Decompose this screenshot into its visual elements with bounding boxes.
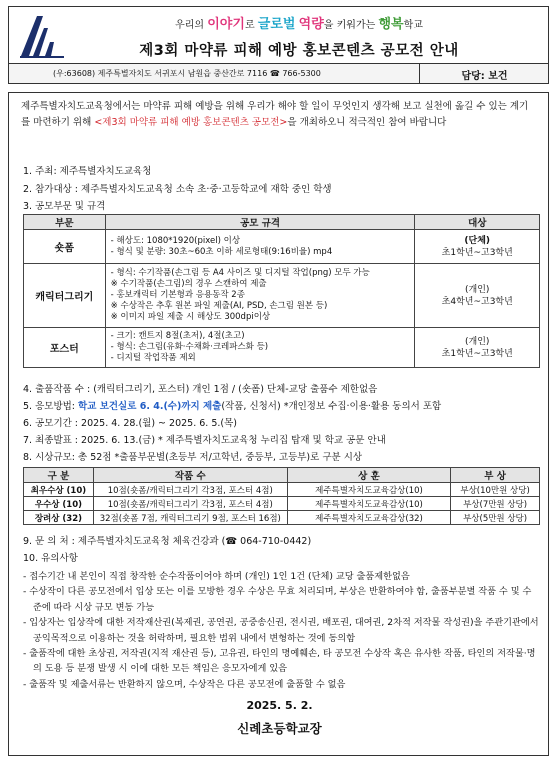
- person-in-charge: 담당: 보건: [461, 71, 508, 82]
- list-item: - 입상자는 입상작에 대한 저작재산권(복제권, 공연권, 공중송신권, 전시권, 배포권, 대여권, 2차적 저작물 작성권)을 주관기관에서 공익목적으로 이용하는 것을 허락하며, 필요한 범위 내에서 변형하는 것에 동의함: [23, 617, 539, 644]
- table-row: 최우수상 (10) 10점(숏폼/캐릭터그리기 각3점, 포스터 4점) 제주특별자치도교육감상(10) 부상(10만원 상당): [24, 483, 540, 497]
- list-item: - 수상작이 다른 공모전에서 입상 또는 이를 모방한 경우 수상은 무효 처리되며, 부상은 반환하여야 함, 출품부분별 작품 수 및 수준에 따라 시상 규모 변동 가능: [23, 586, 532, 613]
- item-period: 6. 공모기간 : 2025. 4. 28.(월) ~ 2025. 6. 5.(목): [23, 418, 237, 429]
- table-header: 부문: [24, 215, 106, 230]
- item-spec-heading: 3. 공모부문 및 규격: [23, 201, 106, 212]
- list-item: - 접수기간 내 본인이 직접 창작한 순수작품이어야 하며 (개인) 1인 1건 (단체) 교당 출품제한없음: [23, 571, 410, 582]
- table-header: 작품 수: [93, 468, 287, 483]
- award-table: [23, 467, 540, 525]
- school-logo-icon: [17, 12, 67, 60]
- contest-name: <제3회 마약류 피해 예방 홍보콘텐츠 공모전>: [94, 117, 288, 128]
- table-row: 숏폼 - 해상도: 1080*1920(pixel) 이상 - 형식 및 분량: 30초~60초 이하 세로형태(9:16비율) mp4 (단체) 초1학년~고3학년: [24, 230, 540, 264]
- table-row: 장려상 (32) 32점(숏폼 7점, 캐릭터그리기 9점, 포스터 16점) 제주특별자치도교육감상(32) 부상(5만원 상당): [24, 511, 540, 525]
- item-target: 2. 참가대상 : 제주특별자치도교육청 소속 초·중·고등학교에 재학 중인 학생: [23, 184, 332, 195]
- table-header: 대상: [415, 215, 540, 230]
- letterhead: [8, 6, 549, 64]
- list-item: - 출품작에 대한 초상권, 저작권(지적 재산권 등), 고유권, 타인의 명예훼손, 타 공모전 수상작 혹은 유사한 작품, 타인의 저작물·명의 도용 등 분쟁 발생 시 이에 대한 모든 책임은 응모자에게 있음: [23, 648, 536, 675]
- cautions-list: [23, 569, 539, 692]
- item-entries: 4. 출품작품 수 : (캐릭터그리기, 포스터) 개인 1점 / (숏폼) 단체-교당 출품수 제한없음: [23, 384, 378, 395]
- page-title: 제3회 마약류 피해 예방 홍보콘텐츠 공모전 안내: [139, 43, 459, 59]
- table-header: 상 훈: [287, 468, 450, 483]
- submission-deadline: 학교 보건실로 6. 4.(수)까지 제출: [78, 401, 222, 412]
- school-address: (우:63608) 제주특별자치도 서귀포시 남원읍 중산간로 7116 ☎ 766-5300: [53, 69, 321, 78]
- issue-date: 2025. 5. 2.: [246, 699, 313, 712]
- item-method: 5. 응모방법: 학교 보건실로 6. 4.(수)까지 제출(작품, 신청서) *개인정보 수집·이용·활용 동의서 포함: [23, 401, 442, 412]
- notice-body: [8, 92, 549, 756]
- address-bar: [8, 64, 549, 84]
- table-header: 구 분: [24, 468, 94, 483]
- item-host: 1. 주최: 제주특별자치도교육청: [23, 166, 152, 177]
- table-header: 공모 규격: [105, 215, 415, 230]
- school-slogan: 우리의 이야기로 글로벌 역량을 키워가는 행복학교: [175, 17, 423, 32]
- item-contact: 9. 문 의 처 : 제주특별자치도교육청 체육건강과 (☎ 064-710-0442): [23, 536, 312, 547]
- table-row: 포스터 - 크기: 캔트지 8절(초저), 4절(초고) - 형식: 손그림(유화·수채화·크레파스화 등) - 디지털 작업작품 제외 (개인) 초1학년~고3학년: [24, 328, 540, 368]
- list-item: - 출품작 및 제출서류는 반환하지 않으며, 수상작은 다른 공모전에 출품할 수 없음: [23, 678, 346, 690]
- table-header: 부 상: [451, 468, 540, 483]
- item-awards-heading: 8. 시상규모: 총 52점 *출품부문별(초등부 저/고학년, 중등부, 고등부)로 구분 시상: [23, 452, 363, 463]
- intro-paragraph: 제주특별자치도교육청에서는 마약류 피해 예방을 위해 우리가 해야 할 일이 무엇인지 생각해 보고 실천에 옮길 수 있는 계기를 마련하기 위해 <제3회 마약류 피해 예방 홍보콘텐츠 공모전>을 개최하오니 적극적인 참여 바랍니다: [21, 101, 529, 128]
- table-row: 우수상 (10) 10점(숏폼/캐릭터그리기 각3점, 포스터 4점) 제주특별자치도교육감상(10) 부상(7만원 상당): [24, 497, 540, 511]
- table-row: 캐릭터그리기 - 형식: 수기작품(손그림 등 A4 사이즈 및 디지털 작업(png) 모두 가능 ※ 수기작품(손그림)의 경우 스캔하여 제출 - 홍보캐릭터 기본형과 응용동작 2종 ※ 수상작은 추후 원본 파일 제출(AI, PSD, 손그림 원본 등) ※ 이미지 파일 제출 시 해상도 300dpi이상 (개인) 초4학년~고3학년: [24, 264, 540, 328]
- item-announce: 7. 최종발표 : 2025. 6. 13.(금) * 제주특별자치도교육청 누리집 탑재 및 학교 공문 안내: [23, 435, 386, 446]
- item-cautions-heading: 10. 유의사항: [23, 553, 78, 564]
- spec-table: [23, 214, 540, 368]
- signer: 신례초등학교장: [237, 721, 322, 736]
